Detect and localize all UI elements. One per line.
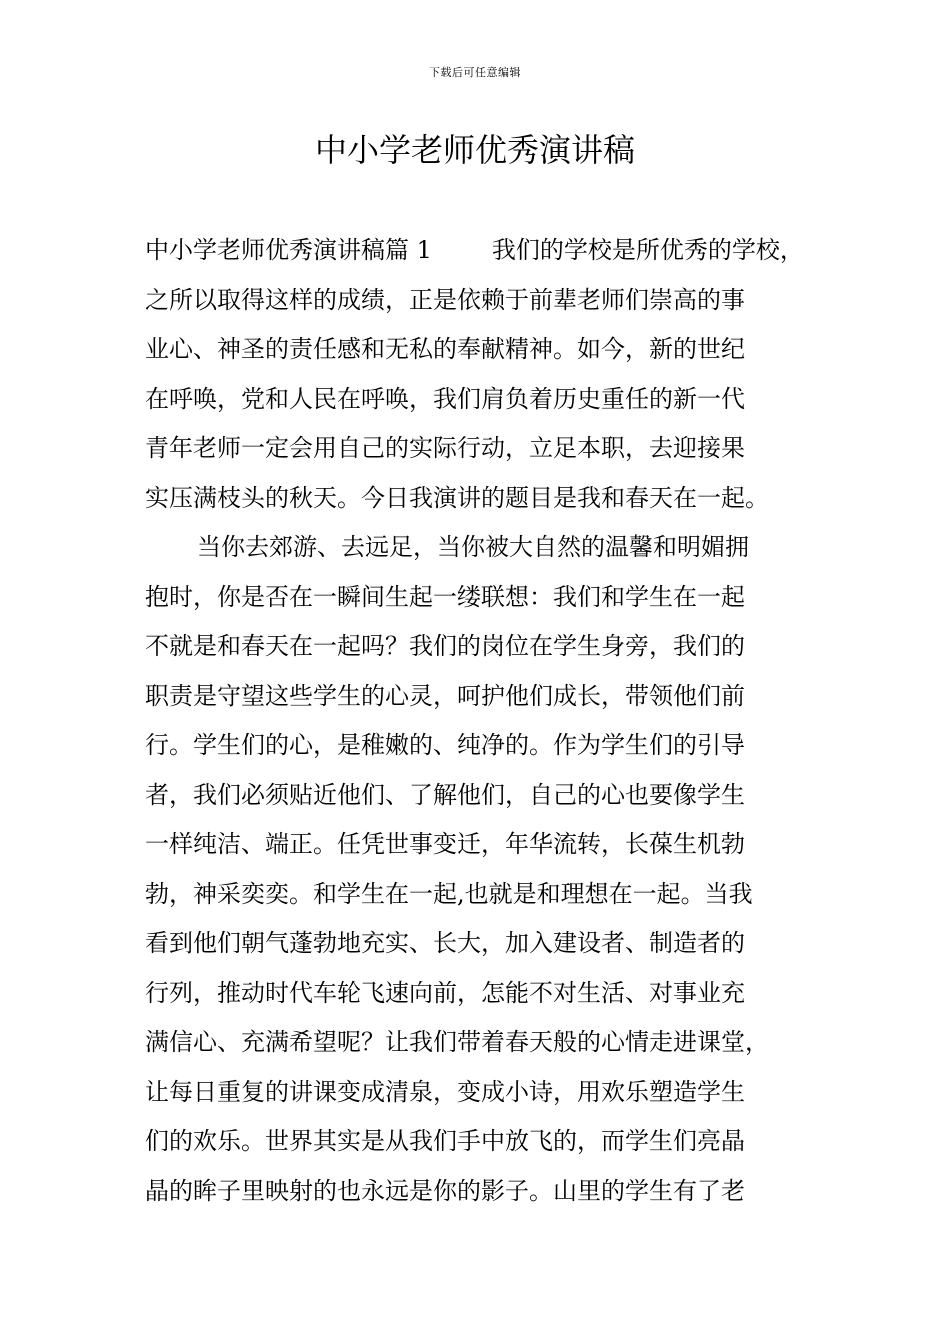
body-line: 行列，推动时代车轮飞速向前，怎能不对生活、对事业充 — [145, 978, 745, 1007]
body-line: 一样纯洁、端正。任凭世事变迁，年华流转，长葆生机勃 — [145, 830, 745, 858]
paragraph-start-line: 当你去郊游、去远足，当你被大自然的温馨和明媚拥 — [197, 533, 749, 561]
body-line: 晶的眸子里映射的也永远是你的影子。山里的学生有了老 — [145, 1176, 745, 1205]
document-body — [145, 226, 810, 1216]
body-line: 之所以取得这样的成绩，正是依赖于前辈老师们崇高的事 — [145, 285, 745, 314]
body-line: 看到他们朝气蓬勃地充实、长大，加入建设者、制造者的 — [145, 929, 745, 957]
body-line: 实压满枝头的秋天。今日我演讲的题目是我和春天在一起。 — [145, 483, 769, 512]
body-line: 者，我们必须贴近他们、了解他们，自己的心也要像学生 — [145, 780, 745, 809]
body-line: 不就是和春天在一起吗？我们的岗位在学生身旁，我们的 — [145, 632, 745, 660]
body-line: 在呼唤，党和人民在呼唤，我们肩负着历史重任的新一代 — [145, 384, 745, 413]
body-line: 职责是守望这些学生的心灵，呵护他们成长，带领他们前 — [145, 681, 745, 710]
body-line: 勃，神采奕奕。和学生在一起,也就是和理想在一起。当我 — [145, 879, 753, 908]
body-line-text: 我们的学校是所优秀的学校， — [491, 236, 804, 264]
section-label: 中小学老师优秀演讲稿篇 1 — [145, 236, 432, 264]
body-line: 满信心、充满希望呢？让我们带着春天般的心情走进课堂， — [145, 1028, 769, 1056]
body-line: 们的欢乐。世界其实是从我们手中放飞的，而学生们亮晶 — [145, 1127, 745, 1155]
body-line — [145, 226, 810, 276]
body-line: 行。学生们的心，是稚嫩的、纯净的。作为学生们的引导 — [145, 731, 745, 759]
body-line: 青年老师一定会用自己的实际行动，立足本职，去迎接果 — [145, 434, 745, 462]
body-line: 让每日重复的讲课变成清泉，变成小诗，用欢乐塑造学生 — [145, 1077, 745, 1106]
header-note: 下载后可任意编辑 — [429, 66, 521, 79]
document-title: 中小学老师优秀演讲稿 — [314, 131, 635, 169]
body-line: 业心、神圣的责任感和无私的奉献精神。如今，新的世纪 — [145, 335, 745, 363]
body-line: 抱时，你是否在一瞬间生起一缕联想：我们和学生在一起 — [145, 582, 745, 611]
